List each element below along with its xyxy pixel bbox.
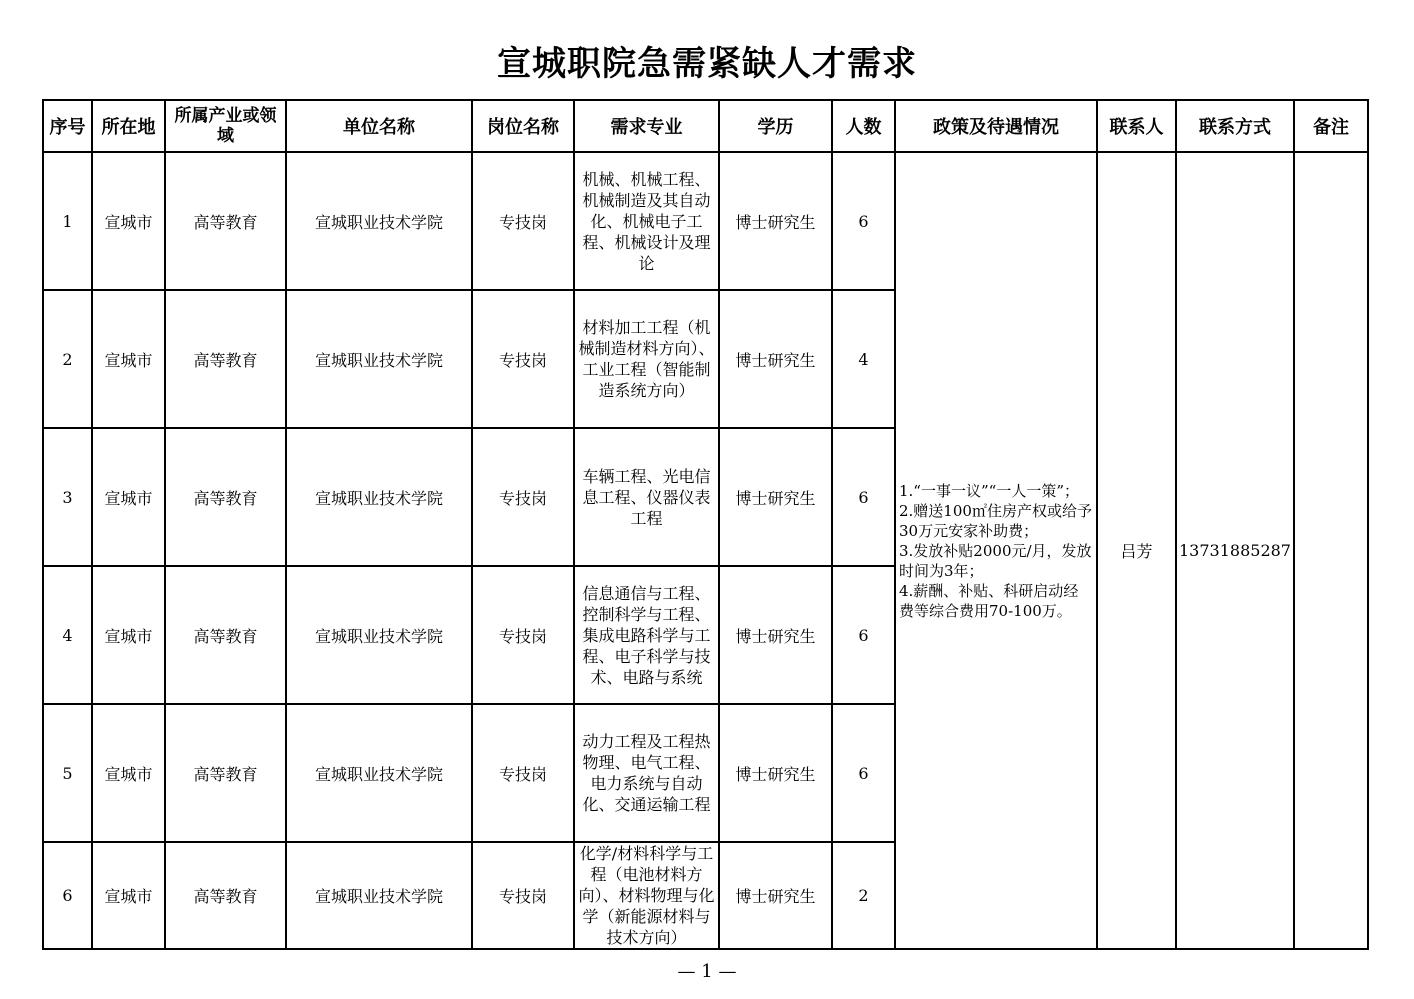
- cell-unit: 宣城职业技术学院: [286, 842, 472, 949]
- cell-education: 博士研究生: [719, 428, 832, 566]
- document-title: 宣城职院急需紧缺人才需求: [497, 44, 917, 84]
- policy-line: 3.发放补贴2000元/月，发放时间为3年；: [899, 541, 1092, 580]
- cell-unit: 宣城职业技术学院: [286, 704, 472, 842]
- cell-location: 宣城市: [92, 152, 165, 290]
- header-row: [43, 100, 1368, 152]
- cell-count: 6: [832, 428, 895, 566]
- cell-education: 博士研究生: [719, 290, 832, 428]
- cell-location: 宣城市: [92, 842, 165, 949]
- cell-count: 6: [832, 566, 895, 704]
- cell-unit: 宣城职业技术学院: [286, 566, 472, 704]
- cell-contact: 吕芳: [1097, 152, 1176, 949]
- policy-line: 1.“一事一议”“一人一策”；: [899, 481, 1079, 500]
- cell-education: 博士研究生: [719, 704, 832, 842]
- cell-unit: 宣城职业技术学院: [286, 152, 472, 290]
- cell-location: 宣城市: [92, 428, 165, 566]
- cell-education: 博士研究生: [719, 152, 832, 290]
- header-major: 需求专业: [574, 100, 719, 152]
- header-policy: 政策及待遇情况: [895, 100, 1097, 152]
- cell-industry: 高等教育: [165, 152, 286, 290]
- page-number: — 1 —: [677, 961, 737, 982]
- cell-seq: 6: [43, 842, 92, 949]
- cell-position: 专技岗: [472, 290, 574, 428]
- header-position: 岗位名称: [472, 100, 574, 152]
- cell-industry: 高等教育: [165, 566, 286, 704]
- cell-seq: 5: [43, 704, 92, 842]
- cell-major: 车辆工程、光电信息工程、仪器仪表工程: [574, 428, 719, 566]
- header-education: 学历: [719, 100, 832, 152]
- header-industry: 所属产业或领域: [165, 100, 286, 152]
- cell-position: 专技岗: [472, 152, 574, 290]
- cell-position: 专技岗: [472, 842, 574, 949]
- header-seq: 序号: [43, 100, 92, 152]
- cell-industry: 高等教育: [165, 428, 286, 566]
- cell-position: 专技岗: [472, 428, 574, 566]
- cell-industry: 高等教育: [165, 704, 286, 842]
- cell-position: 专技岗: [472, 704, 574, 842]
- cell-seq: 3: [43, 428, 92, 566]
- cell-major: 动力工程及工程热物理、电气工程、电力系统与自动化、交通运输工程: [574, 704, 719, 842]
- cell-seq: 1: [43, 152, 92, 290]
- cell-education: 博士研究生: [719, 566, 832, 704]
- cell-count: 4: [832, 290, 895, 428]
- cell-count: 6: [832, 704, 895, 842]
- policy-line: 2.赠送100㎡住房产权或给予30万元安家补助费；: [899, 501, 1092, 540]
- cell-unit: 宣城职业技术学院: [286, 428, 472, 566]
- cell-position: 专技岗: [472, 566, 574, 704]
- table-row: [43, 152, 1368, 290]
- cell-seq: 2: [43, 290, 92, 428]
- cell-unit: 宣城职业技术学院: [286, 290, 472, 428]
- header-location: 所在地: [92, 100, 165, 152]
- cell-major: 信息通信与工程、控制科学与工程、集成电路科学与工程、电子科学与技术、电路与系统: [574, 566, 719, 704]
- cell-location: 宣城市: [92, 704, 165, 842]
- cell-education: 博士研究生: [719, 842, 832, 949]
- header-remark: 备注: [1294, 100, 1368, 152]
- cell-phone: 13731885287: [1176, 152, 1294, 949]
- cell-major: 机械、机械工程、机械制造及其自动化、机械电子工程、机械设计及理论: [574, 152, 719, 290]
- cell-location: 宣城市: [92, 290, 165, 428]
- cell-major: 化学/材料科学与工程（电池材料方向）、材料物理与化学（新能源材料与技术方向）: [574, 842, 719, 949]
- cell-location: 宣城市: [92, 566, 165, 704]
- header-contact: 联系人: [1097, 100, 1176, 152]
- cell-count: 2: [832, 842, 895, 949]
- cell-count: 6: [832, 152, 895, 290]
- talent-demand-table: [42, 99, 1369, 950]
- cell-remark: [1294, 152, 1368, 949]
- cell-policy: [895, 152, 1097, 949]
- cell-major: 材料加工工程（机械制造材料方向）、工业工程（智能制造系统方向）: [574, 290, 719, 428]
- header-unit: 单位名称: [286, 100, 472, 152]
- cell-industry: 高等教育: [165, 842, 286, 949]
- cell-industry: 高等教育: [165, 290, 286, 428]
- cell-seq: 4: [43, 566, 92, 704]
- header-count: 人数: [832, 100, 895, 152]
- policy-line: 4.薪酬、补贴、科研启动经费等综合费用70-100万。: [899, 581, 1079, 620]
- header-phone: 联系方式: [1176, 100, 1294, 152]
